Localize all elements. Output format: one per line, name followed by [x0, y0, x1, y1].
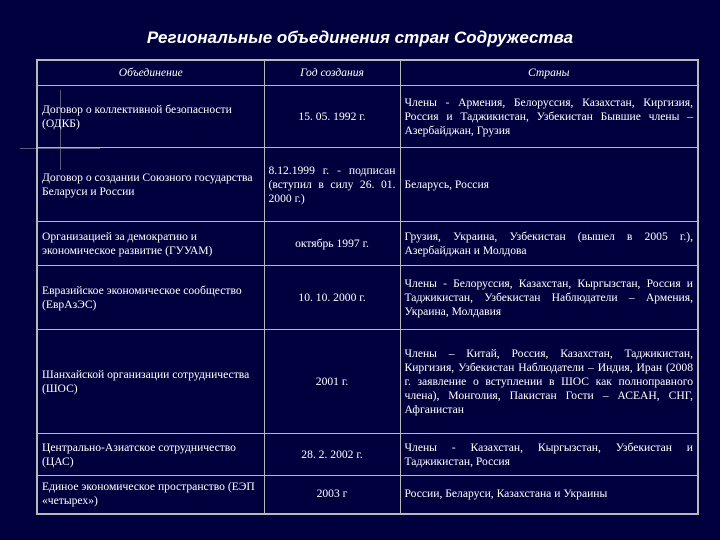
header-countries: Страны	[400, 60, 698, 86]
table-row	[37, 266, 698, 330]
year-cell: 8.12.1999 г. - подписан (вступил в силу 26. 01. 2000 г.)	[264, 148, 400, 222]
association-cell: Центрально-Азиатское сотрудничество (ЦАС)	[37, 434, 264, 476]
association-cell: Договор о создании Союзного государства Беларуси и России	[37, 148, 264, 222]
countries-cell: Беларусь, Россия	[400, 148, 698, 222]
countries-cell: Члены - Белоруссия, Казахстан, Кыргызстан, Россия и Таджикистан, Узбекистан Наблюдатели – Армения, Украина, Молдавия	[400, 266, 698, 330]
year-cell: 2001 г.	[264, 330, 400, 434]
year-cell: 28. 2. 2002 г.	[264, 434, 400, 476]
table-row	[37, 222, 698, 266]
association-cell: Договор о коллективной безопасности (ОДКБ)	[37, 86, 264, 148]
countries-cell: Члены - Армения, Белоруссия, Казахстан, Киргизия, Россия и Таджикистан, Узбекистан Бывшие члены – Азербайджан, Грузия	[400, 86, 698, 148]
association-cell: Организацией за демократию и экономическое развитие (ГУУАМ)	[37, 222, 264, 266]
year-cell: 15. 05. 1992 г.	[264, 86, 400, 148]
countries-cell: Члены - Казахстан, Кыргызстан, Узбекистан и Таджикистан, Россия	[400, 434, 698, 476]
header-association: Объединение	[37, 60, 264, 86]
association-cell: Евразийское экономическое сообщество (ЕврАзЭС)	[37, 266, 264, 330]
countries-cell: Грузия, Украина, Узбекистан (вышел в 2005 г.), Азербайджан и Молдова	[400, 222, 698, 266]
table-row	[37, 330, 698, 434]
table-header-row	[37, 60, 698, 86]
page-title: Региональные объединения стран Содружества	[146, 28, 574, 47]
table-row	[37, 434, 698, 476]
association-cell: Шанхайской организации сотрудничества (ШОС)	[37, 330, 264, 434]
year-cell: октябрь 1997 г.	[264, 222, 400, 266]
table-row	[37, 148, 698, 222]
table-row	[37, 86, 698, 148]
table-row	[37, 476, 698, 514]
countries-cell: России, Беларуси, Казахстана и Украины	[400, 476, 698, 514]
regional-associations-table	[36, 59, 699, 515]
header-year: Год создания	[264, 60, 400, 86]
association-cell: Единое экономическое пространство (ЕЭП «четырех»)	[37, 476, 264, 514]
year-cell: 2003 г	[264, 476, 400, 514]
countries-cell: Члены – Китай, Россия, Казахстан, Таджикистан, Киргизия, Узбекистан Наблюдатели – Индия, Иран (2008 г. заявление о вступлении в ШОС как полноправного члена), Монголия, Пакистан Гости – АСЕАН, СНГ, Афганистан	[400, 330, 698, 434]
year-cell: 10. 10. 2000 г.	[264, 266, 400, 330]
